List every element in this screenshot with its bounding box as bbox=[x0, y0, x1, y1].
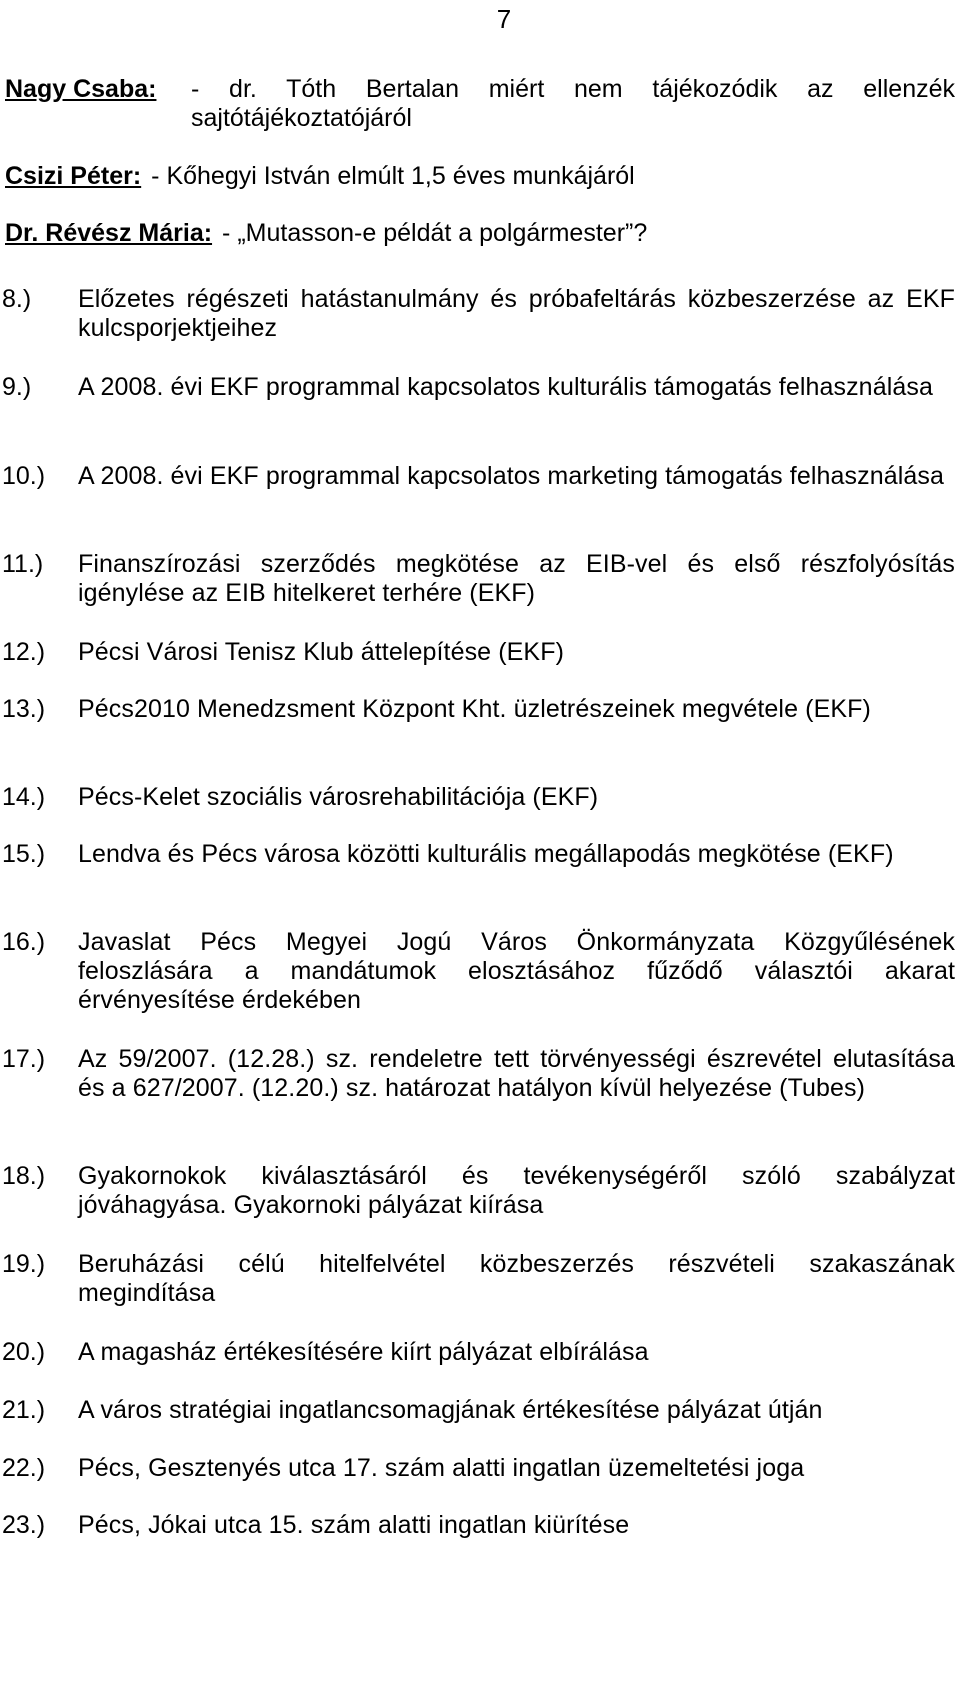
agenda-item-21 bbox=[0, 1396, 955, 1425]
agenda-item-11 bbox=[0, 550, 955, 608]
agenda-item-text: Pécs-Kelet szociális városrehabilitációja (EKF) bbox=[78, 783, 599, 811]
question-text: - dr. Tóth Bertalan miért nem tájékozódik az ellenzék sajtótájékoztatójáról bbox=[191, 75, 955, 132]
agenda-item-13 bbox=[0, 695, 955, 724]
agenda-item-number: 23.) bbox=[2, 1511, 46, 1539]
agenda-item-text: Beruházási célú hitelfelvétel közbeszerzés részvételi szakaszának megindítása bbox=[78, 1250, 955, 1307]
agenda-item-16 bbox=[0, 928, 955, 1015]
agenda-item-number: 13.) bbox=[2, 695, 46, 723]
agenda-item-number: 16.) bbox=[2, 928, 46, 956]
agenda-item-text: A város stratégiai ingatlancsomagjának értékesítése pályázat útján bbox=[78, 1396, 823, 1424]
agenda-item-15 bbox=[0, 840, 955, 869]
question-text: - Kőhegyi István elmúlt 1,5 éves munkájáról bbox=[151, 162, 635, 190]
question-speaker: Dr. Révész Mária: bbox=[5, 219, 213, 247]
agenda-item-12 bbox=[0, 638, 955, 667]
agenda-item-text: A magasház értékesítésére kiírt pályázat elbírálása bbox=[78, 1338, 649, 1366]
agenda-item-14 bbox=[0, 783, 955, 812]
agenda-item-number: 22.) bbox=[2, 1454, 46, 1482]
agenda-item-number: 11.) bbox=[2, 550, 44, 578]
agenda-item-22 bbox=[0, 1454, 955, 1483]
agenda-item-number: 18.) bbox=[2, 1162, 46, 1190]
agenda-item-18 bbox=[0, 1162, 955, 1220]
agenda-item-text: Finanszírozási szerződés megkötése az EIB-vel és első részfolyósítás igénylése az EIB hitelkeret terhére (EKF) bbox=[78, 550, 955, 607]
agenda-item-number: 14.) bbox=[2, 783, 46, 811]
agenda-item-number: 10.) bbox=[2, 462, 46, 490]
agenda-item-text: A 2008. évi EKF programmal kapcsolatos marketing támogatás felhasználása bbox=[78, 462, 944, 490]
agenda-item-text: Az 59/2007. (12.28.) sz. rendeletre tett törvényességi észrevétel elutasítása és a 627/2007. (12.20.) sz. határozat hatályon kívül helyezése (Tubes) bbox=[78, 1045, 955, 1102]
agenda-item-9 bbox=[0, 373, 955, 402]
agenda-item-10 bbox=[0, 462, 955, 491]
agenda-item-text: Javaslat Pécs Megyei Jogú Város Önkormányzata Közgyűlésének feloszlására a mandátumok elosztásához fűződő választói akarat érvényesítése érdekében bbox=[78, 928, 955, 1014]
agenda-item-20 bbox=[0, 1338, 955, 1367]
agenda-item-text: Pécs2010 Menedzsment Központ Kht. üzletrészeinek megvétele (EKF) bbox=[78, 695, 871, 723]
question-nagy-csaba bbox=[5, 75, 955, 133]
agenda-item-23 bbox=[0, 1511, 955, 1540]
agenda-item-number: 19.) bbox=[2, 1250, 46, 1278]
agenda-item-17 bbox=[0, 1045, 955, 1103]
question-csizi-peter bbox=[5, 162, 955, 191]
agenda-item-19 bbox=[0, 1250, 955, 1308]
question-text: - „Mutasson-e példát a polgármester”? bbox=[222, 219, 648, 247]
agenda-item-number: 15.) bbox=[2, 840, 46, 868]
agenda-item-text: Pécs, Gesztenyés utca 17. szám alatti ingatlan üzemeltetési joga bbox=[78, 1454, 805, 1482]
question-speaker: Nagy Csaba: bbox=[5, 75, 157, 103]
agenda-item-8 bbox=[0, 285, 955, 343]
page-number: 7 bbox=[496, 4, 512, 34]
agenda-item-text: Gyakornokok kiválasztásáról és tevékenységéről szóló szabályzat jóváhagyása. Gyakornoki pályázat kiírása bbox=[78, 1162, 955, 1219]
agenda-item-number: 8.) bbox=[2, 285, 32, 313]
question-speaker: Csizi Péter: bbox=[5, 162, 142, 190]
agenda-item-number: 21.) bbox=[2, 1396, 46, 1424]
agenda-item-text: Pécs, Jókai utca 15. szám alatti ingatlan kiürítése bbox=[78, 1511, 630, 1539]
agenda-item-number: 20.) bbox=[2, 1338, 46, 1366]
agenda-item-number: 9.) bbox=[2, 373, 32, 401]
agenda-item-text: Pécsi Városi Tenisz Klub áttelepítése (EKF) bbox=[78, 638, 565, 666]
agenda-item-text: Előzetes régészeti hatástanulmány és próbafeltárás közbeszerzése az EKF kulcsporjektjeihez bbox=[78, 285, 955, 342]
agenda-item-text: Lendva és Pécs városa közötti kulturális megállapodás megkötése (EKF) bbox=[78, 840, 894, 868]
agenda-item-number: 17.) bbox=[2, 1045, 46, 1073]
agenda-item-text: A 2008. évi EKF programmal kapcsolatos kulturális támogatás felhasználása bbox=[78, 373, 933, 401]
agenda-item-number: 12.) bbox=[2, 638, 46, 666]
question-revesz-maria bbox=[5, 219, 955, 248]
